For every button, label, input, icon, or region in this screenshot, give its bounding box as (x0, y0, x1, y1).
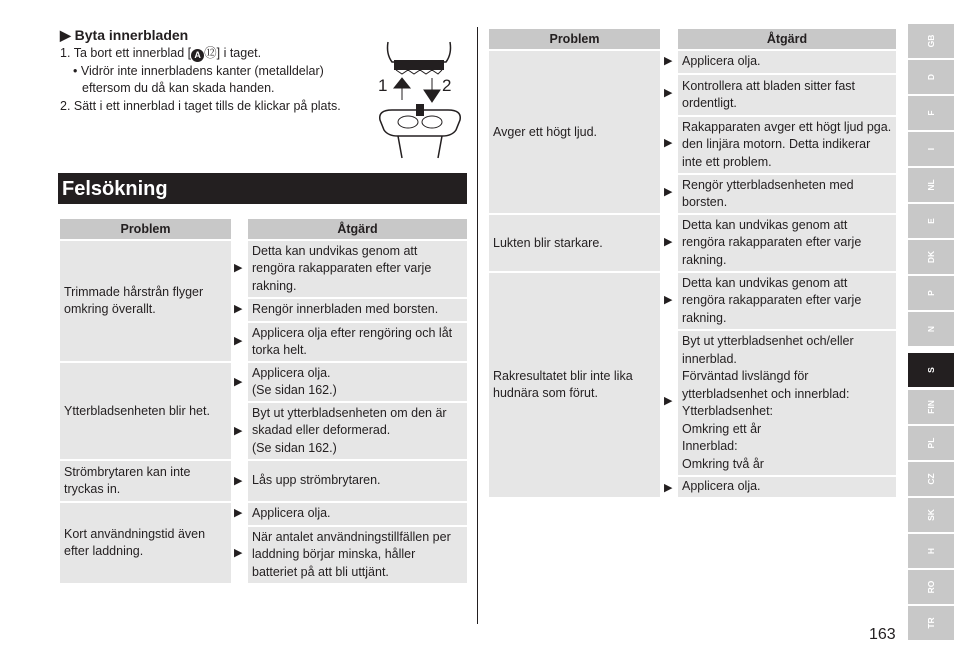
arrow-icon: ▶ (664, 294, 673, 306)
left-problem-4: Kort användningstid även efter laddning. (60, 503, 231, 583)
lang-tab-e[interactable]: E (908, 204, 954, 238)
left-problem-2: Ytterbladsenheten blir het. (60, 363, 231, 459)
right-header-action: Åtgärd (678, 29, 896, 49)
arrow-icon: ▶ (234, 507, 243, 519)
lang-tab-pl[interactable]: PL (908, 426, 954, 460)
page-number: 163 (869, 626, 896, 643)
column-divider (477, 27, 478, 624)
right-problem-2: Lukten blir starkare. (489, 215, 660, 271)
step-text: Ta bort ett innerblad [ (73, 46, 192, 60)
arrow-icon: ▶ (664, 395, 673, 407)
lang-tab-n[interactable]: N (908, 312, 954, 346)
right-action-1-4: Rengör ytterbladsenheten med borsten. (678, 175, 896, 213)
left-action-2-1: Applicera olja. (Se sidan 162.) (248, 363, 467, 401)
lang-tab-d[interactable]: D (908, 60, 954, 94)
lang-tab-p[interactable]: P (908, 276, 954, 310)
section-title-replace-inner-blades: ▶ Byta innerbladen (60, 27, 189, 43)
lang-tab-f[interactable]: F (908, 96, 954, 130)
illus-label-1: 1 (378, 76, 388, 95)
step-number: 1. (60, 46, 71, 60)
left-action-4-1: Applicera olja. (248, 503, 467, 525)
inner-blade-illustration (372, 40, 468, 160)
arrow-icon: ▶ (234, 475, 243, 487)
lang-tab-gb[interactable]: GB (908, 24, 954, 58)
right-problem-1: Avger ett högt ljud. (489, 51, 660, 213)
right-action-3-1: Detta kan undvikas genom att rengöra rakapparaten efter varje rakning. (678, 273, 896, 329)
arrow-icon: ▶ (664, 482, 673, 494)
arrow-icon: ▶ (664, 87, 673, 99)
lang-tab-dk[interactable]: DK (908, 240, 954, 274)
lang-tab-fin[interactable]: FIN (908, 390, 954, 424)
right-action-1-3: Rakapparaten avger ett högt ljud pga. den linjära motorn. Detta indikerar inte ett problem. (678, 117, 896, 173)
lang-tab-ro[interactable]: RO (908, 570, 954, 604)
right-action-1-1: Applicera olja. (678, 51, 896, 73)
right-action-1-2: Kontrollera att bladen sitter fast ordentligt. (678, 75, 896, 115)
ref-number: ⑫ (204, 46, 217, 60)
lang-tab-h[interactable]: H (908, 534, 954, 568)
left-problem-1: Trimmade hårstrån flyger omkring överallt. (60, 241, 231, 361)
lang-tab-i[interactable]: I (908, 132, 954, 166)
left-problem-3: Strömbrytaren kan inte tryckas in. (60, 461, 231, 501)
left-action-3-1: Lås upp strömbrytaren. (248, 461, 467, 501)
arrow-icon: ▶ (234, 335, 243, 347)
right-action-3-3: Applicera olja. (678, 477, 896, 497)
arrow-icon: ▶ (664, 236, 673, 248)
instruction-bullet-continued: eftersom du då kan skada handen. (82, 81, 275, 95)
right-problem-3: Rakresultatet blir inte lika hudnära som förut. (489, 273, 660, 497)
arrow-icon: ▶ (664, 55, 673, 67)
left-header-action: Åtgärd (248, 219, 467, 239)
lang-tab-nl[interactable]: NL (908, 168, 954, 202)
lang-tab-s[interactable]: S (908, 353, 954, 387)
troubleshooting-title: Felsökning (62, 178, 168, 200)
left-action-4-2: När antalet användningstillfällen per laddning börjar minska, håller batteriet på att bli uttjänt. (248, 527, 467, 583)
right-header-problem: Problem (489, 29, 660, 49)
shaver-head-drawing (372, 40, 468, 160)
arrow-icon: ▶ (234, 376, 243, 388)
instruction-step-2: 2. Sätt i ett innerblad i taget tills de klickar på plats. (60, 99, 341, 113)
arrow-icon: ▶ (664, 186, 673, 198)
step-text-end: ] i taget. (216, 46, 262, 60)
left-action-2-2: Byt ut ytterbladsenheten om den är skadad eller deformerad. (Se sidan 162.) (248, 403, 467, 459)
right-action-2-1: Detta kan undvikas genom att rengöra rakapparaten efter varje rakning. (678, 215, 896, 271)
left-action-1-1: Detta kan undvikas genom att rengöra rakapparaten efter varje rakning. (248, 241, 467, 297)
lang-tab-sk[interactable]: SK (908, 498, 954, 532)
right-action-3-2: Byt ut ytterbladsenhet och/eller innerblad. Förväntad livslängd för ytterbladsenhet och innerblad: Ytterbladsenhet: Omkring ett år Innerblad: Omkring två år (678, 331, 896, 475)
lang-tab-cz[interactable]: CZ (908, 462, 954, 496)
left-header-problem: Problem (60, 219, 231, 239)
ref-circle-a-icon: A (191, 49, 204, 62)
arrow-icon: ▶ (664, 137, 673, 149)
left-action-1-3: Applicera olja efter rengöring och låt torka helt. (248, 323, 467, 361)
arrow-icon: ▶ (234, 425, 243, 437)
illus-label-2: 2 (442, 76, 452, 95)
arrow-icon: ▶ (234, 547, 243, 559)
instruction-bullet: • Vidrör inte innerbladens kanter (metalldelar) (73, 64, 324, 78)
arrow-icon: ▶ (234, 262, 243, 274)
lang-tab-tr[interactable]: TR (908, 606, 954, 640)
instruction-step-1 (60, 45, 261, 62)
left-action-1-2: Rengör innerbladen med borsten. (248, 299, 467, 321)
arrow-icon: ▶ (234, 303, 243, 315)
